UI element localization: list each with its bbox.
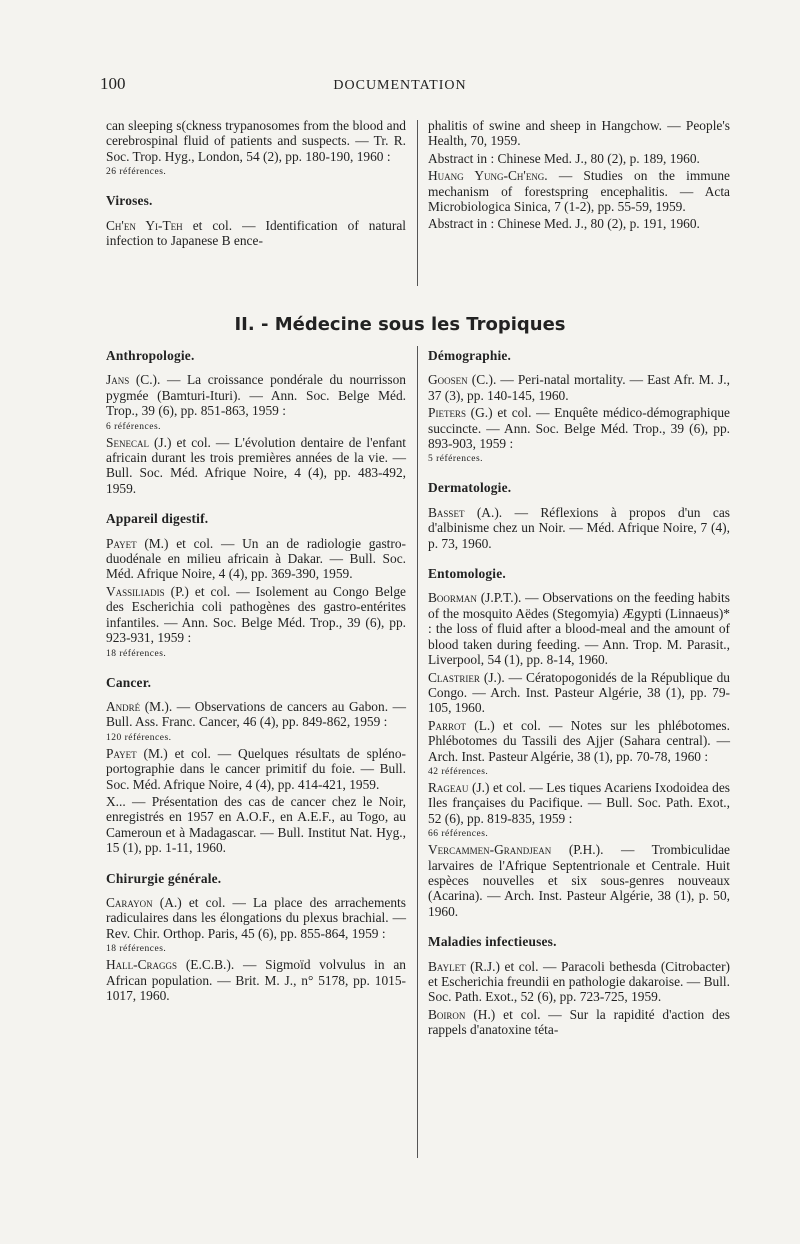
bibliography-entry [428,780,730,826]
top-left-column [106,118,406,250]
entry-author: Basset (A.). [428,504,503,520]
bibliography-entry [428,718,730,764]
reference-count: 6 références. [106,421,162,432]
bibliography-entry [428,168,730,214]
bibliography-entry [428,842,730,919]
entry-text: — Sigmoïd volvulus in an African population. — Brit. M. J., n° 5178, pp. 1015-1017, 1960. [106,957,406,1003]
right-column [428,348,730,1040]
entry-text: et col. — Sur la rapidité d'action des rappels d'anatoxine téta- [428,1006,730,1038]
bibliography-entry [106,435,406,497]
bibliography-entry [106,957,406,1003]
entry-author: Carayon (A.) [106,894,182,910]
entry-text: — Réflexions à propos d'un cas d'albinisme chez un Noir. — Méd. Afrique Noire, 7 (4), p. 73, 1960. [428,504,730,551]
entry-author: Senecal (J.) [106,434,172,450]
entry-text: — Observations de cancers au Gabon. — Bull. Ass. Franc. Cancer, 46 (4), pp. 849-862, 1959 : [106,698,406,730]
entry-text: — Trombiculidae larvaires de l'Afrique Septentrionale et Centrale. Huit espèces nouvelles et six sous-genres nouveaux (Acarina). — Arch. Inst. Pasteur Algérie, 38 (1), p. 50, 1960. [428,842,730,919]
entry-text: — Observations on the feeding habits of the mosquito Aëdes (Stegomyia) Ægypti (Linnaeus)* : the loss of fluid after a blood-meal and the amount of blood taken during feeding. — Ann. Trop. M. Parasit., Liverpool, 54 (1), pp. 8-14, 1960. [428,590,730,668]
section-heading: Appareil digestif. [106,511,209,527]
entry-text: et col. — L'évolution dentaire de l'enfant africain durant les trois premières années de la vie. — Bull. Soc. Méd. Afrique Noire, 4 (4), pp. 483-492, 1959. [106,434,406,496]
entry-author: Huang Yung-Ch'eng. [428,168,548,184]
reference-count: 66 références. [428,829,489,840]
column-divider [417,346,418,1158]
reference-count: 18 références. [106,648,167,659]
bibliography-entry [428,405,730,451]
reference-count: 42 références. [428,766,489,777]
section-heading: Démographie. [428,348,512,363]
entry-author: Goosen (C.). [428,372,497,388]
entry-text: — Peri-natal mortality. — East Afr. M. J., 37 (3), pp. 140-145, 1960. [428,372,730,403]
entry-author: Clastrier (J.). [428,669,505,685]
entry-author: Boiron (H.) [428,1006,496,1022]
section-heading: Viroses. [106,193,153,209]
entry-author: Parrot (L.) [428,717,495,733]
reference-count: 120 références. [106,732,172,743]
entry-author: Vercammen-Grandjean (P.H.). [428,842,604,858]
bibliography-entry [106,372,406,418]
entry-author: Payet (M.) [106,745,168,761]
entry-author: Payet (M.) [106,535,169,551]
entry-author: Baylet (R.J.) [428,958,500,974]
bibliography-entry [106,584,406,646]
section-title: II. - Médecine sous les Tropiques [234,314,566,335]
reference-count: 5 références. [428,454,484,465]
entry-text: — Présentation des cas de cancer chez le Noir, enregistrés en 1957 en A.O.F., en A.E.F., au Togo, au Cameroun et à Madagascar. — Bull. Institut Nat. Hyg., 15 (1), pp. 1-11, 1960. [106,793,406,856]
entry-text: et col. — Quelques résultats de spléno-portographie dans le cancer primitif du foie. — Bull. Soc. Méd. Afrique Noire, 4 (4), pp. 414-421, 1959. [106,745,406,792]
entry-author: Rageau (J.) [428,779,490,795]
bibliography-entry [106,536,406,582]
top-right-column [428,118,730,234]
section-heading: Entomologie. [428,566,506,582]
continuation-text: phalitis of swine and sheep in Hangchow. — People's Health, 70, 1959. [428,118,730,149]
bibliography-entry [428,670,730,716]
entry-author: André (M.). [106,698,173,714]
section-heading: Maladies infectieuses. [428,934,557,950]
entry-author: Hall-Craggs (E.C.B.). [106,957,235,973]
bibliography-entry [428,959,730,1005]
entry-text: et col. — Notes sur les phlébotomes. Phlébotomes du Tassili des Ajjer (Sahara central). — Arch. Inst. Pasteur Algérie, 38 (1), pp. 70-78, 1960 : [428,717,730,764]
bibliography-entry [428,505,730,551]
bibliography-entry [106,794,406,856]
entry-text: et col. — Un an de radiologie gastro-duodénale en milieu africain à Dakar. — Bull. Soc. Méd. Afrique Noire, 4 (4), pp. 369-390, 1959. [106,535,406,582]
bibliography-entry [106,895,406,941]
entry-author: Vassiliadis (P.) [106,583,189,599]
section-heading: Dermatologie. [428,480,512,496]
entry-author: X... [106,793,126,809]
entry-text: et col. — Paracoli bethesda (Citrobacter) et Escherichia freundii en pathologie dakaroise. — Bull. Soc. Path. Exot., 52 (6), pp. 723-725, 1959. [428,958,731,1005]
entry-author: Jans (C.). [106,372,161,388]
page-number: 100 [100,74,126,93]
reference-count: 18 références. [106,944,167,955]
entry-text: et col. — Enquête médico-démographique succincte. — Ann. Soc. Belge Méd. Trop., 39 (6), pp. 893-903, 1959 : [428,405,730,452]
entry-text: et col. — Isolement au Congo Belge des Escherichia coli pathogènes des gastro-entérites infantiles. — Ann. Soc. Belge Méd. Trop., 39 (6), pp. 923-931, 1959 : [106,583,406,646]
entry-author: Ch'en Yi-Teh [106,217,183,233]
bibliography-entry [428,590,730,667]
running-title: DOCUMENTATION [333,78,467,93]
section-heading: Chirurgie générale. [106,870,222,886]
entry-author: Boorman (J.P.T.). [428,590,522,606]
continuation-text: can sleeping s(ckness trypanosomes from the blood and cerebrospinal fluid of patients and suspects. — Tr. R. Soc. Trop. Hyg., London, 54 (2), pp. 180-190, 1960 : [106,118,406,164]
entry-text: — Studies on the immune mechanism of forestspring encephalitis. — Acta Microbiologica Sinica, 7 (1-2), pp. 55-59, 1959. [428,168,730,215]
section-heading: Cancer. [106,674,152,690]
reference-count: 26 références. [106,167,167,178]
bibliography-entry [106,699,406,730]
abstract-note: Abstract in : Chinese Med. J., 80 (2), p. 189, 1960. [428,150,700,166]
entry-text: — Cératopogonidés de la République du Congo. — Arch. Inst. Pasteur Algérie, 38 (1), pp. 79-105, 1960. [428,669,730,716]
entry-text: et col. — Les tiques Acariens Ixodoidea des Iles françaises du Pacifique. — Bull. Soc. Path. Exot., 52 (6), pp. 819-835, 1959 : [428,779,730,826]
entry-text: et col. — La place des arrachements radiculaires dans les élongations du plexus brachial. — Rev. Chir. Orthop. Paris, 45 (6), pp. 855-864, 1959 : [106,894,406,941]
bibliography-entry [428,1007,730,1038]
entry-author: Pieters (G.) [428,405,493,421]
abstract-note: Abstract in : Chinese Med. J., 80 (2), p. 191, 1960. [428,216,700,232]
bibliography-entry [428,372,730,403]
bibliography-entry [106,218,406,249]
bibliography-entry [106,746,406,792]
column-divider [417,120,418,286]
section-heading: Anthropologie. [106,348,195,363]
entry-text: — La croissance pondérale du nourrisson pygmée (Bamturi-Ituri). — Ann. Soc. Belge Méd. Trop., 39 (6), pp. 851-863, 1959 : [106,372,406,419]
entry-text: et col. — Identification of natural infection to Japanese B ence- [106,217,406,249]
left-column [106,348,406,1005]
